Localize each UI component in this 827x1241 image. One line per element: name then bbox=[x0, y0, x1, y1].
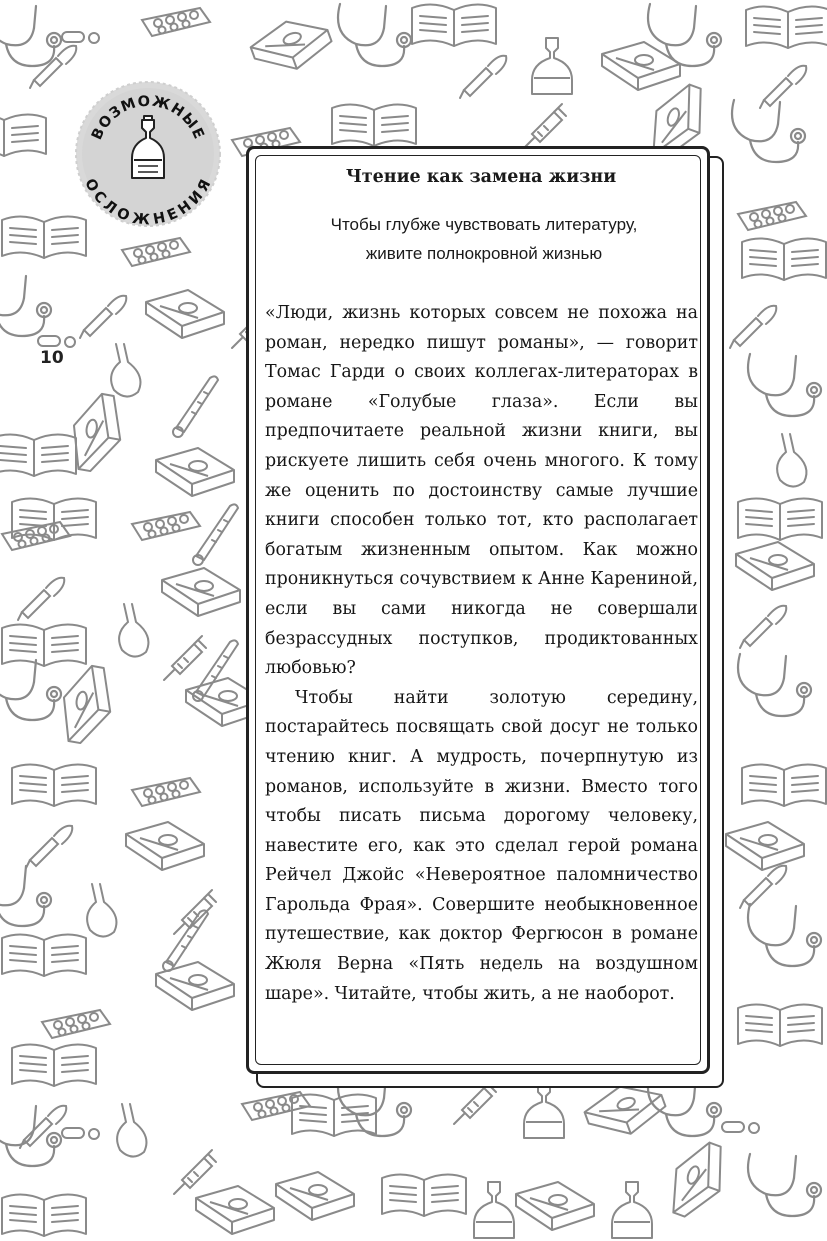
subtitle-line-2: живите полнокровной жизнью bbox=[365, 244, 603, 263]
badge-bottom-text: ОСЛОЖНЕНИЯ bbox=[81, 176, 215, 229]
article bbox=[258, 156, 704, 1009]
paragraph: Чтобы найти золотую середину, постарайтесь посвящать свой досуг не только чтению книг. А мудрость, почерпнутую из романов, используйте в жизни. Вместо того чтобы писать письма дорогому человеку, навестите его, как это сделал герой романа Рейчел Джойс «Невероятное паломничество Гарольда Фрая». Совершите необыкновенное путешествие, как доктор Фергюсон в романе Жюля Верна «Пять недель на воздушном шаре». Читайте, чтобы жить, а не наоборот. bbox=[265, 687, 698, 1004]
page-number: 10 bbox=[40, 348, 64, 368]
subtitle-line-1: Чтобы глубже чувствовать литературу, bbox=[330, 215, 638, 234]
badge-top-text: ВОЗМОЖНЫЕ bbox=[89, 93, 207, 143]
article-title: Чтение как замена жизни bbox=[345, 167, 617, 187]
badge-graphic bbox=[72, 78, 224, 230]
article-body bbox=[258, 299, 704, 1009]
complications-badge bbox=[72, 78, 224, 230]
article-subtitle bbox=[264, 210, 704, 268]
paragraph: «Люди, жизнь которых совсем не похожа на роман, нередко пишут романы», — говорит Томас Гарди о своих коллегах-литераторах в романе «Голубые глаза». Если вы предпочитаете реальной жизни книги, вы рискуете лишить себя очень многого. К тому же оценить по достоинству самые лучшие книги способен только тот, кто располагает богатым жизненным опытом. Как можно проникнуться сочувствием к Анне Карениной, если вы сами никогда не совершали безрассудных поступков, продиктованных любовью? bbox=[265, 303, 698, 679]
